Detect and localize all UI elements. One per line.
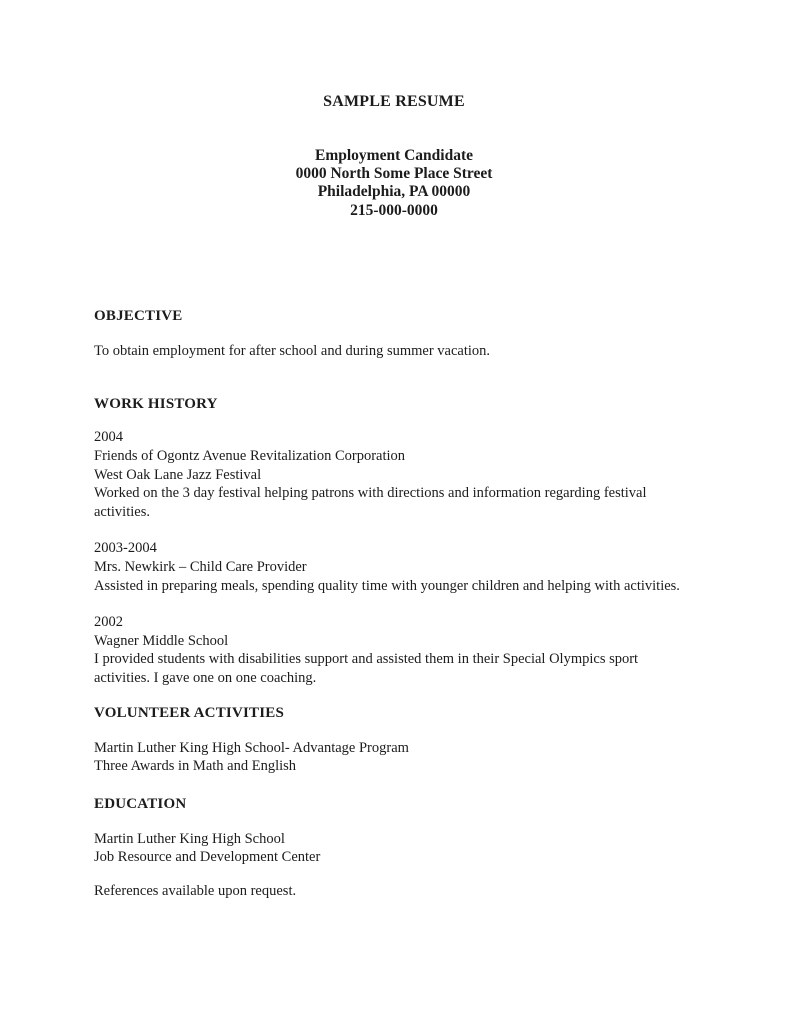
contact-block [94, 147, 694, 220]
education-line: Martin Luther King High School [94, 830, 285, 847]
volunteer-line: Three Awards in Math and English [94, 758, 297, 775]
work-entry-2003-2004 [94, 539, 692, 595]
education-heading: EDUCATION [94, 795, 187, 812]
work-entry-period: 2003-2004 [94, 540, 157, 557]
work-entry-role: West Oak Lane Jazz Festival [94, 466, 262, 483]
work-entry-description: I provided students with disabilities support and assisted them in their Special Olympics sport activities. I gave one on one coaching. [94, 651, 639, 686]
contact-street: 0000 North Some Place Street [295, 165, 493, 183]
contact-city-state-zip: Philadelphia, PA 00000 [317, 183, 471, 201]
volunteer-activities-heading: VOLUNTEER ACTIVITIES [94, 704, 285, 721]
work-history-heading: WORK HISTORY [94, 396, 218, 413]
work-entry-2004 [94, 428, 692, 521]
objective-heading: OBJECTIVE [94, 307, 183, 324]
volunteer-line: Martin Luther King High School- Advantage Program [94, 739, 409, 756]
work-entry-organization: Mrs. Newkirk – Child Care Provider [94, 558, 307, 575]
objective-text: To obtain employment for after school and during summer vacation. [94, 342, 491, 359]
volunteer-activities-block [94, 739, 692, 776]
document-title: SAMPLE RESUME [323, 93, 465, 110]
contact-phone: 215-000-0000 [350, 201, 438, 219]
contact-name: Employment Candidate [314, 147, 474, 164]
education-block [94, 830, 692, 867]
work-entry-description: Assisted in preparing meals, spending quality time with younger children and helping with activities. [94, 577, 680, 594]
work-entry-period: 2002 [94, 614, 123, 631]
work-entry-organization: Wagner Middle School [94, 632, 229, 649]
work-entry-period: 2004 [94, 429, 123, 446]
references-note: References available upon request. [94, 882, 297, 899]
education-line: Job Resource and Development Center [94, 849, 321, 866]
work-entry-2002 [94, 613, 692, 687]
work-entry-organization: Friends of Ogontz Avenue Revitalization Corporation [94, 448, 406, 464]
work-entry-description: Worked on the 3 day festival helping patrons with directions and information regarding festival activities. [94, 485, 647, 520]
